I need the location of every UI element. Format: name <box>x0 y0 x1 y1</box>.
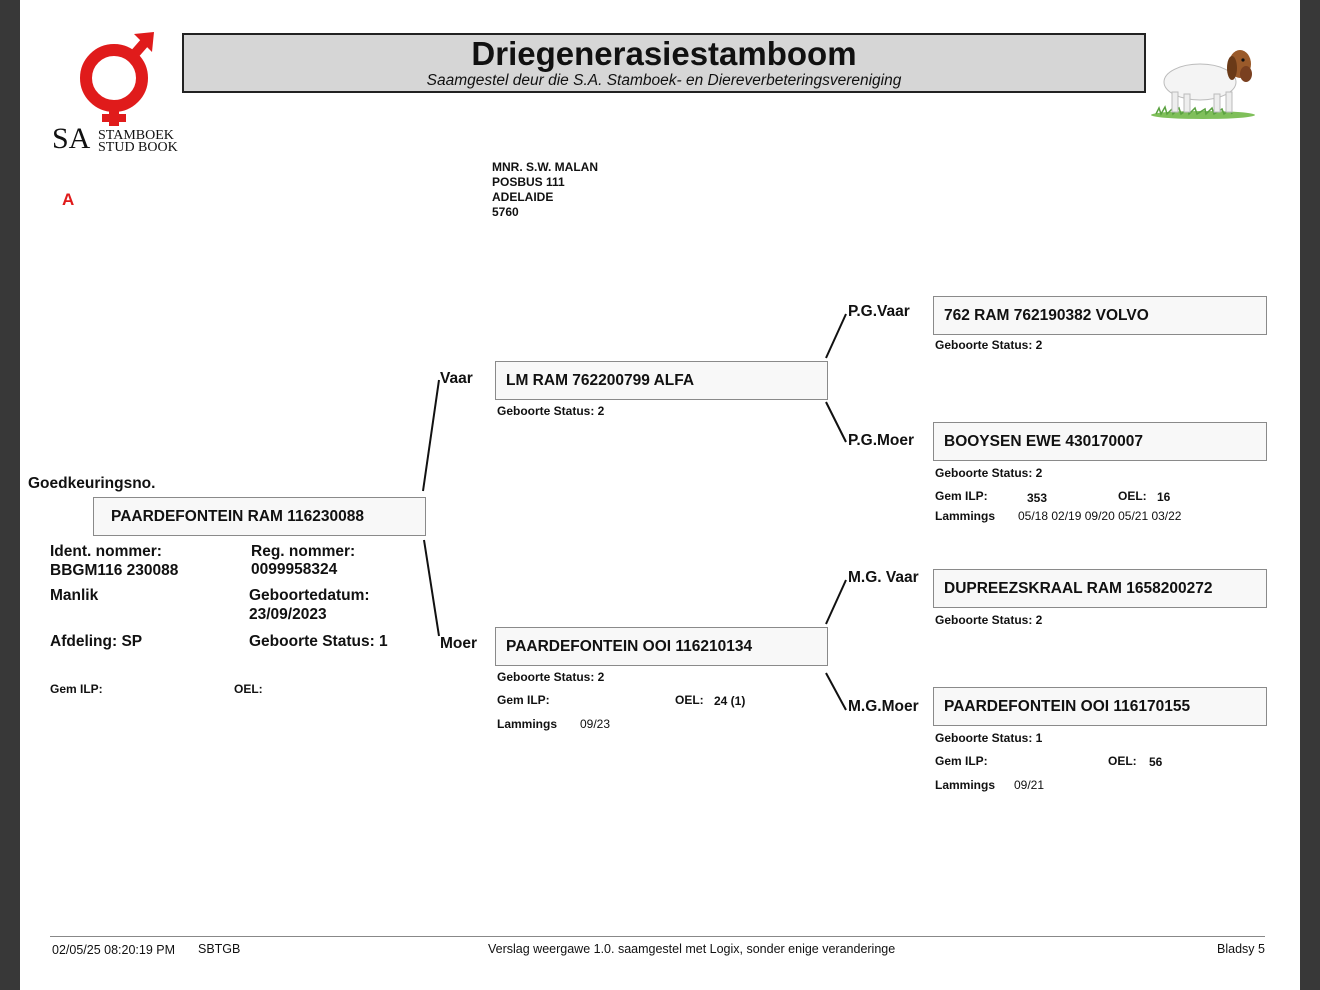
owner-name: MNR. S.W. MALAN <box>492 160 598 174</box>
section-value: Afdeling: SP <box>50 633 143 650</box>
footer-page-number: Bladsy 5 <box>1217 942 1265 956</box>
dam-lammings-value: 09/23 <box>580 717 611 731</box>
dob-value: 23/09/2023 <box>249 606 327 623</box>
reg-value: 0099958324 <box>251 561 338 578</box>
animal-gem-ilp-label: Gem ILP: <box>50 682 103 696</box>
footer-code: SBTGB <box>198 942 241 956</box>
mg-dam-lammings-label: Lammings <box>935 778 996 792</box>
mg-sire-relation-label: M.G. Vaar <box>848 569 919 586</box>
dam-oel-label: OEL: <box>675 693 704 707</box>
animal-name-box: PAARDEFONTEIN RAM 116230088 <box>93 497 426 536</box>
dam-name-box: PAARDEFONTEIN OOI 116210134 <box>495 627 828 666</box>
page-subtitle: Saamgestel deur die S.A. Stamboek- en Diereverbeteringsvereniging <box>426 72 902 89</box>
logo-stamboek-text: STAMBOEK <box>98 128 174 143</box>
ident-value: BBGM116 230088 <box>50 562 179 579</box>
footer-datetime: 02/05/25 08:20:19 PM <box>52 943 176 957</box>
mg-dam-birth-status: Geboorte Status: 1 <box>935 731 1043 745</box>
sire-relation-label: Vaar <box>440 370 473 387</box>
dam-relation-label: Moer <box>440 635 478 652</box>
connector-mg-sire <box>826 580 846 624</box>
dam-gem-ilp-label: Gem ILP: <box>497 693 550 707</box>
connector-dam <box>424 540 439 636</box>
sire-name-box: LM RAM 762200799 ALFA <box>495 361 828 400</box>
connector-mg-dam <box>826 673 846 710</box>
footer-note: Verslag weergawe 1.0. saamgestel met Logix, sonder enige veranderinge <box>488 942 896 956</box>
animal-oel-label: OEL: <box>234 682 263 696</box>
pg-dam-lammings-label: Lammings <box>935 509 996 523</box>
pg-sire-name-box: 762 RAM 762190382 VOLVO <box>933 296 1267 335</box>
pg-dam-name-box: BOOYSEN EWE 430170007 <box>933 422 1267 461</box>
mg-dam-oel-label: OEL: <box>1108 754 1137 768</box>
mg-dam-lammings-value: 09/21 <box>1014 778 1045 792</box>
pg-dam-birth-status: Geboorte Status: 2 <box>935 466 1043 480</box>
dam-oel-value: 24 (1) <box>714 694 746 708</box>
logo-sa-text: SA <box>52 122 91 155</box>
grade-letter: A <box>62 190 75 209</box>
pg-dam-oel-value: 16 <box>1157 490 1171 504</box>
pg-dam-lammings-value: 05/18 02/19 09/20 05/21 03/22 <box>1018 509 1182 523</box>
pedigree-connectors <box>20 0 1300 990</box>
pg-dam-gem-ilp-value: 353 <box>1027 491 1048 505</box>
pg-sire-birth-status: Geboorte Status: 2 <box>935 338 1043 352</box>
connector-pg-sire <box>826 314 846 358</box>
sex-value: Manlik <box>50 587 99 604</box>
dam-birth-status: Geboorte Status: 2 <box>497 670 605 684</box>
pg-dam-gem-ilp-label: Gem ILP: <box>935 489 988 503</box>
dob-label: Geboortedatum: <box>249 587 370 604</box>
pg-dam-relation-label: P.G.Moer <box>848 432 915 449</box>
pg-dam-oel-label: OEL: <box>1118 489 1147 503</box>
footer-divider <box>50 936 1265 937</box>
mg-dam-oel-value: 56 <box>1149 755 1163 769</box>
owner-box: POSBUS 111 <box>492 175 565 189</box>
sire-birth-status: Geboorte Status: 2 <box>497 404 605 418</box>
mg-dam-name-box: PAARDEFONTEIN OOI 116170155 <box>933 687 1267 726</box>
pedigree-page <box>20 0 1300 990</box>
reg-label: Reg. nommer: <box>251 543 356 560</box>
approval-number-label: Goedkeuringsno. <box>28 475 156 492</box>
page-title: Driegenerasiestamboom <box>471 35 857 72</box>
ident-label: Ident. nommer: <box>50 543 162 560</box>
animal-birth-status: Geboorte Status: 1 <box>249 633 388 650</box>
logo-studbook-text: STUD BOOK <box>98 140 178 155</box>
owner-town: ADELAIDE <box>492 190 554 204</box>
mg-sire-name-box: DUPREEZSKRAAL RAM 1658200272 <box>933 569 1267 608</box>
owner-code: 5760 <box>492 205 519 219</box>
pg-sire-relation-label: P.G.Vaar <box>848 303 910 320</box>
connector-sire <box>423 380 439 491</box>
mg-dam-relation-label: M.G.Moer <box>848 698 919 715</box>
connector-pg-dam <box>826 402 846 442</box>
mg-sire-birth-status: Geboorte Status: 2 <box>935 613 1043 627</box>
mg-dam-gem-ilp-label: Gem ILP: <box>935 754 988 768</box>
dam-lammings-label: Lammings <box>497 717 558 731</box>
